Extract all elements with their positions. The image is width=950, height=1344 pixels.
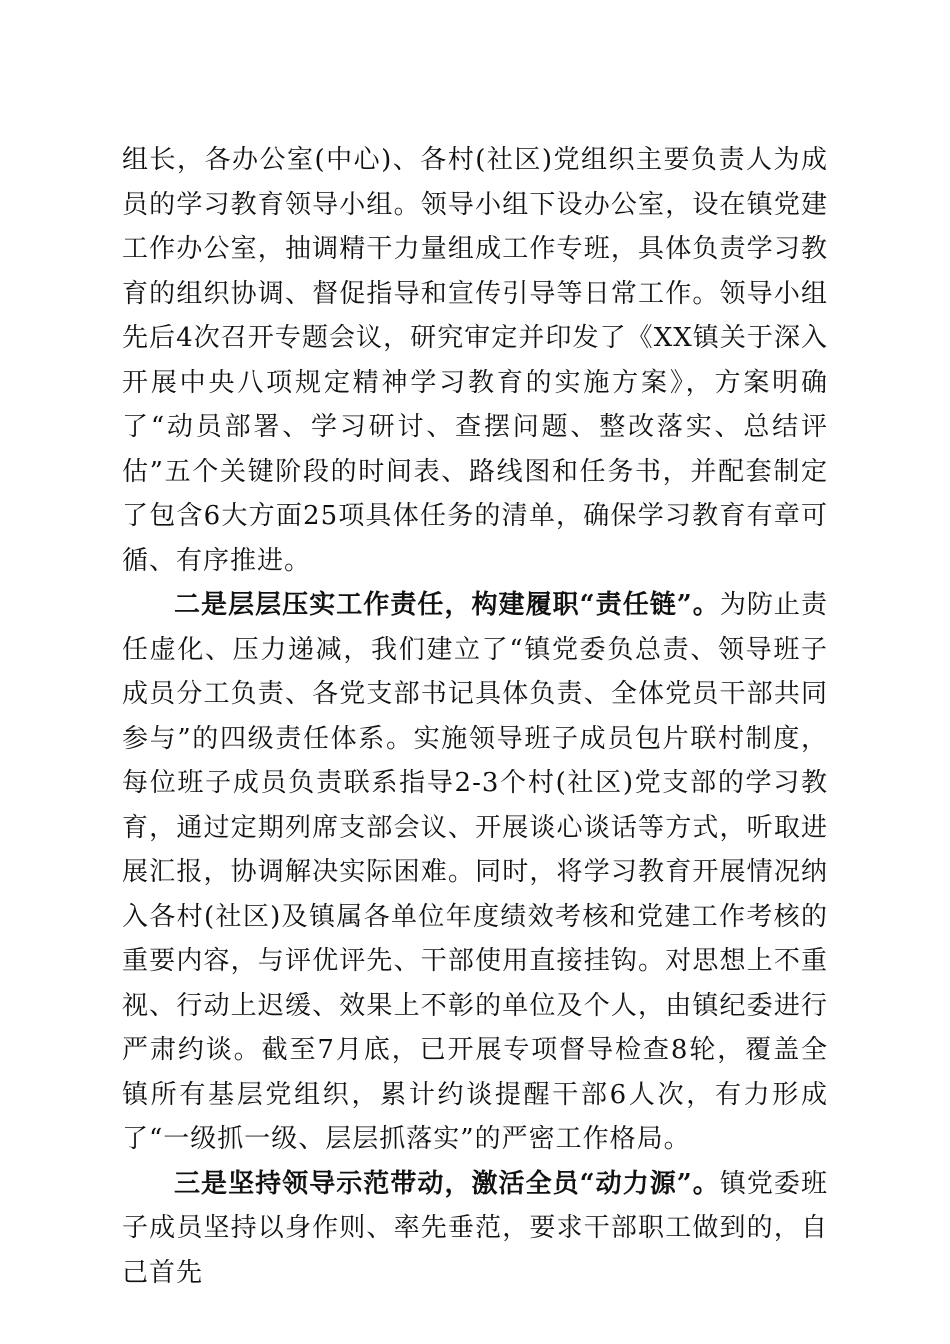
paragraph-1-text: 组长，各办公室(中心)、各村(社区)党组织主要负责人为成员的学习教育领导小组。领导小组下设办公室，设在镇党建工作办公室，抽调精干力量组成工作专班，具体负责学习教育的组织协调、督促指导和宣传引导等日常工作。领导小组先后4次召开专题会议，研究审定并印发了《XX镇关于深入开展中央八项规定精神学习教育的实施方案》，方案明确了“动员部署、学习研讨、查摆问题、整改落实、总结评估”五个关键阶段的时间表、路线图和任务书，并配套制定了包含6大方面25项具体任务的清单，确保学习教育有章可循、有序推进。 [122,145,828,576]
paragraph-3-text: 镇党委班子成员坚持以身作则、率先垂范，要求干部职工做到的，自己首先 [122,1168,828,1288]
paragraph-2-lead: 二是层层压实工作责任，构建履职“责任链”。 [174,590,720,620]
paragraph-2 [122,583,828,1162]
paragraph-3 [122,1162,828,1296]
paragraph-3-lead: 三是坚持领导示范带动，激活全员“动力源”。 [174,1168,720,1199]
paragraph-2-text: 为防止责任虚化、压力递减，我们建立了“镇党委负总责、领导班子成员分工负责、各党支部书记具体负责、全体党员干部共同参与”的四级责任体系。实施领导班子成员包片联村制度，每位班子成员负责联系指导2-3个村(社区)党支部的学习教育，通过定期列席支部会议、开展谈心谈话等方式，听取进展汇报，协调解决实际困难。同时，将学习教育开展情况纳入各村(社区)及镇属各单位年度绩效考核和党建工作考核的重要内容，与评优评先、干部使用直接挂钩。对思想上不重视、行动上迟缓、效果上不彰的单位及个人，由镇纪委进行严肃约谈。截至7月底，已开展专项督导检查8轮，覆盖全镇所有基层党组织，累计约谈提醒干部6人次，有力形成了“一级抓一级、层层抓落实”的严密工作格局。 [122,590,828,1154]
paragraph-1 [122,138,828,583]
document-body [122,138,828,1295]
